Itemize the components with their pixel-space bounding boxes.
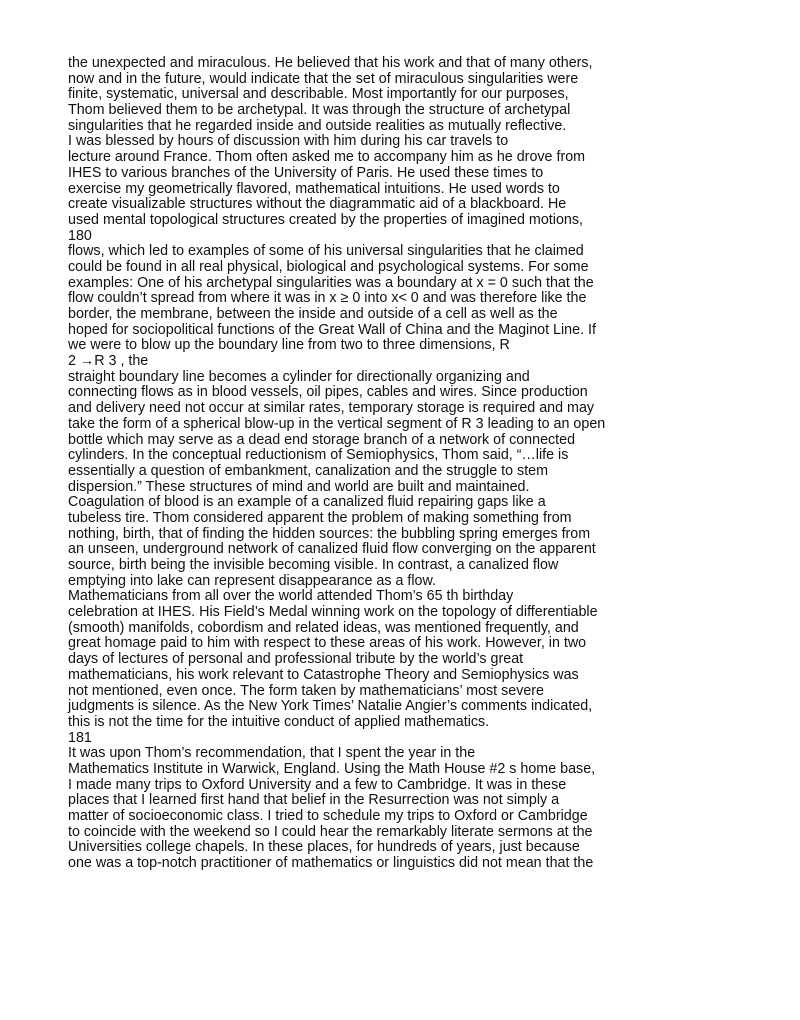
- text-line: exercise my geometrically flavored, mathematical intuitions. He used words to: [68, 180, 560, 197]
- text-line: now and in the future, would indicate that the set of miraculous singularities were: [68, 70, 579, 87]
- text-line: lecture around France. Thom often asked me to accompany him as he drove from: [68, 149, 586, 166]
- text-line: singularities that he regarded inside and outside realities as mutually reflective.: [68, 117, 567, 134]
- text-line: bottle which may serve as a dead end storage branch of a network of connected: [68, 431, 576, 448]
- text-line: cylinders. In the conceptual reductionism of Semiophysics, Thom said, “…life is: [68, 447, 569, 464]
- text-line: emptying into lake can represent disappearance as a flow.: [68, 572, 436, 589]
- text-line: IHES to various branches of the University of Paris. He used these times to: [68, 164, 544, 181]
- text-line: matter of socioeconomic class. I tried to schedule my trips to Oxford or Cambridge: [68, 808, 588, 824]
- text-line: places that I learned first hand that belief in the Resurrection was not simply a: [68, 792, 560, 809]
- text-line: source, birth being the invisible becoming visible. In contrast, a canalized flow: [68, 557, 559, 573]
- text-line: 2 →R 3 , the: [68, 353, 149, 370]
- text-line: nothing, birth, that of finding the hidden sources: the bubbling spring emerges from: [68, 525, 591, 542]
- text-line: flows, which led to examples of some of his universal singularities that he claimed: [68, 243, 584, 260]
- text-line: flow couldn’t spread from where it was in x ≥ 0 into x< 0 and was therefore like the: [68, 290, 587, 307]
- text-line: could be found in all real physical, biological and psychological systems. For some: [68, 258, 589, 275]
- text-line: an unseen, underground network of canalized fluid flow converging on the apparent: [68, 541, 596, 558]
- text-line: to coincide with the weekend so I could hear the remarkably literate sermons at the: [68, 823, 593, 840]
- text-line: examples: One of his archetypal singularities was a boundary at x = 0 such that the: [68, 274, 594, 291]
- text-line: days of lectures of personal and professional tribute by the world’s great: [68, 651, 524, 668]
- page-number: 180: [68, 227, 92, 244]
- text-line: Mathematics Institute in Warwick, England. Using the Math House #2 s home base,: [68, 760, 596, 777]
- text-line: Thom believed them to be archetypal. It was through the structure of archetypal: [68, 102, 571, 119]
- text-line: take the form of a spherical blow-up in the vertical segment of R 3 leading to an open: [68, 415, 606, 432]
- text-line: used mental topological structures created by the properties of imagined motions,: [68, 211, 583, 228]
- page-number: 181: [68, 729, 92, 746]
- text-line: dispersion.” These structures of mind and world are built and maintained.: [68, 478, 530, 495]
- text-line: I made many trips to Oxford University and a few to Cambridge. It was in these: [68, 776, 567, 793]
- text-line: tubeless tire. Thom considered apparent the problem of making something from: [68, 509, 572, 526]
- text-line: straight boundary line becomes a cylinder for directionally organizing and: [68, 368, 530, 385]
- text-line: this is not the time for the intuitive conduct of applied mathematics.: [68, 713, 490, 730]
- text-line: border, the membrane, between the inside and outside of a cell as well as the: [68, 306, 558, 322]
- text-line: the unexpected and miraculous. He believed that his work and that of many others,: [68, 55, 593, 71]
- text-line: judgments is silence. As the New York Times’ Natalie Angier’s comments indicated,: [68, 698, 593, 715]
- text-line: great homage paid to him with respect to these areas of his work. However, in two: [68, 635, 587, 652]
- text-line: essentially a question of embankment, canalization and the struggle to stem: [68, 462, 549, 479]
- text-line: celebration at IHES. His Field’s Medal winning work on the topology of differentiable: [68, 604, 598, 621]
- text-line: hoped for sociopolitical functions of the Great Wall of China and the Maginot Line. If: [68, 321, 596, 338]
- text-line: connecting flows as in blood vessels, oil pipes, cables and wires. Since production: [68, 384, 588, 401]
- document-page: [68, 56, 668, 872]
- text-line: Universities college chapels. In these places, for hundreds of years, just because: [68, 839, 580, 856]
- text-line: and delivery need not occur at similar rates, temporary storage is required and may: [68, 400, 595, 417]
- text-line: create visualizable structures without the diagrammatic aid of a blackboard. He: [68, 196, 567, 213]
- text-line: Coagulation of blood is an example of a canalized fluid repairing gaps like a: [68, 494, 546, 511]
- text-line: I was blessed by hours of discussion with him during his car travels to: [68, 133, 509, 150]
- text-line: Mathematicians from all over the world attended Thom’s 65 th birthday: [68, 588, 514, 605]
- text-line: one was a top-notch practitioner of mathematics or linguistics did not mean that the: [68, 855, 594, 872]
- text-line: finite, systematic, universal and describable. Most importantly for our purposes,: [68, 86, 569, 103]
- text-line: not mentioned, even once. The form taken by mathematicians’ most severe: [68, 682, 545, 699]
- text-line: It was upon Thom’s recommendation, that I spent the year in the: [68, 745, 476, 762]
- text-line: (smooth) manifolds, cobordism and related ideas, was mentioned frequently, and: [68, 619, 579, 636]
- text-line: mathematicians, his work relevant to Catastrophe Theory and Semiophysics was: [68, 666, 579, 683]
- text-line: we were to blow up the boundary line from two to three dimensions, R: [68, 337, 510, 354]
